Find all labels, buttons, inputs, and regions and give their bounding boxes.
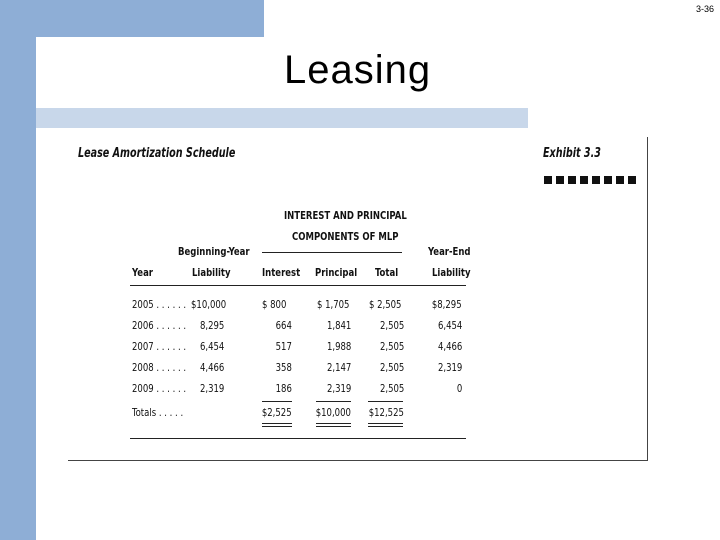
subtotal-rule-interest [262,401,292,402]
cell-year: 2007 . . . . . . [132,340,187,353]
total-principal: $10,000 [315,406,351,419]
cell-principal: 1,988 [326,340,351,353]
exhibit-label: Exhibit 3.3 [543,146,601,161]
double-rule-total [368,426,403,427]
cell-interest: 186 [275,382,292,395]
cell-interest: 358 [275,361,292,374]
cell-beg: 6,454 [199,340,224,353]
cell-beg: 2,319 [199,382,224,395]
double-rule-interest [262,423,292,424]
col-end-line1: Year-End [428,245,471,258]
subtotal-rule-principal [316,401,351,402]
double-rule-principal [316,426,351,427]
col-end-line2: Liability [432,266,471,279]
cell-end: 2,319 [437,361,462,374]
page-number: 3-36 [695,4,714,14]
cell-interest: $ 800 [262,298,287,311]
cell-year: 2006 . . . . . . [132,319,187,332]
col-year-header: Year [132,266,154,279]
cell-end: 0 [456,382,462,395]
header-rule [130,285,466,286]
total-total: $12,525 [368,406,404,419]
cell-principal: 2,147 [326,361,351,374]
double-rule-total [368,423,403,424]
subtotal-rule-total [368,401,403,402]
col-principal-header: Principal [315,266,358,279]
col-beg-line1: Beginning-Year [178,245,250,258]
group-header-line1: INTEREST AND PRINCIPAL [284,209,407,222]
cell-total: 2,505 [379,382,404,395]
cell-interest: 517 [275,340,292,353]
cell-beg: $10,000 [191,298,227,311]
group-header-line2: COMPONENTS OF MLP [292,230,399,243]
cell-beg: 4,466 [199,361,224,374]
slide-title: Leasing [284,48,432,92]
cell-principal: 2,319 [326,382,351,395]
cell-year: 2009 . . . . . . [132,382,187,395]
totals-label: Totals . . . . . [132,406,184,419]
col-interest-header: Interest [262,266,301,279]
cell-principal: $ 1,705 [317,298,350,311]
cell-interest: 664 [275,319,292,332]
group-header-rule [262,252,402,253]
col-total-header: Total [375,266,399,279]
total-interest: $2,525 [262,406,292,419]
cell-total: 2,505 [379,319,404,332]
table-bottom-rule [130,438,466,439]
cell-end: $8,295 [432,298,462,311]
cell-total: $ 2,505 [369,298,402,311]
col-beg-line2: Liability [192,266,231,279]
cell-principal: 1,841 [326,319,351,332]
cell-end: 4,466 [437,340,462,353]
double-rule-principal [316,423,351,424]
cell-beg: 8,295 [199,319,224,332]
cell-total: 2,505 [379,361,404,374]
cell-year: 2008 . . . . . . [132,361,187,374]
cell-end: 6,454 [437,319,462,332]
schedule-caption: Lease Amortization Schedule [78,146,236,161]
cell-year: 2005 . . . . . . [132,298,187,311]
double-rule-interest [262,426,292,427]
cell-total: 2,505 [379,340,404,353]
